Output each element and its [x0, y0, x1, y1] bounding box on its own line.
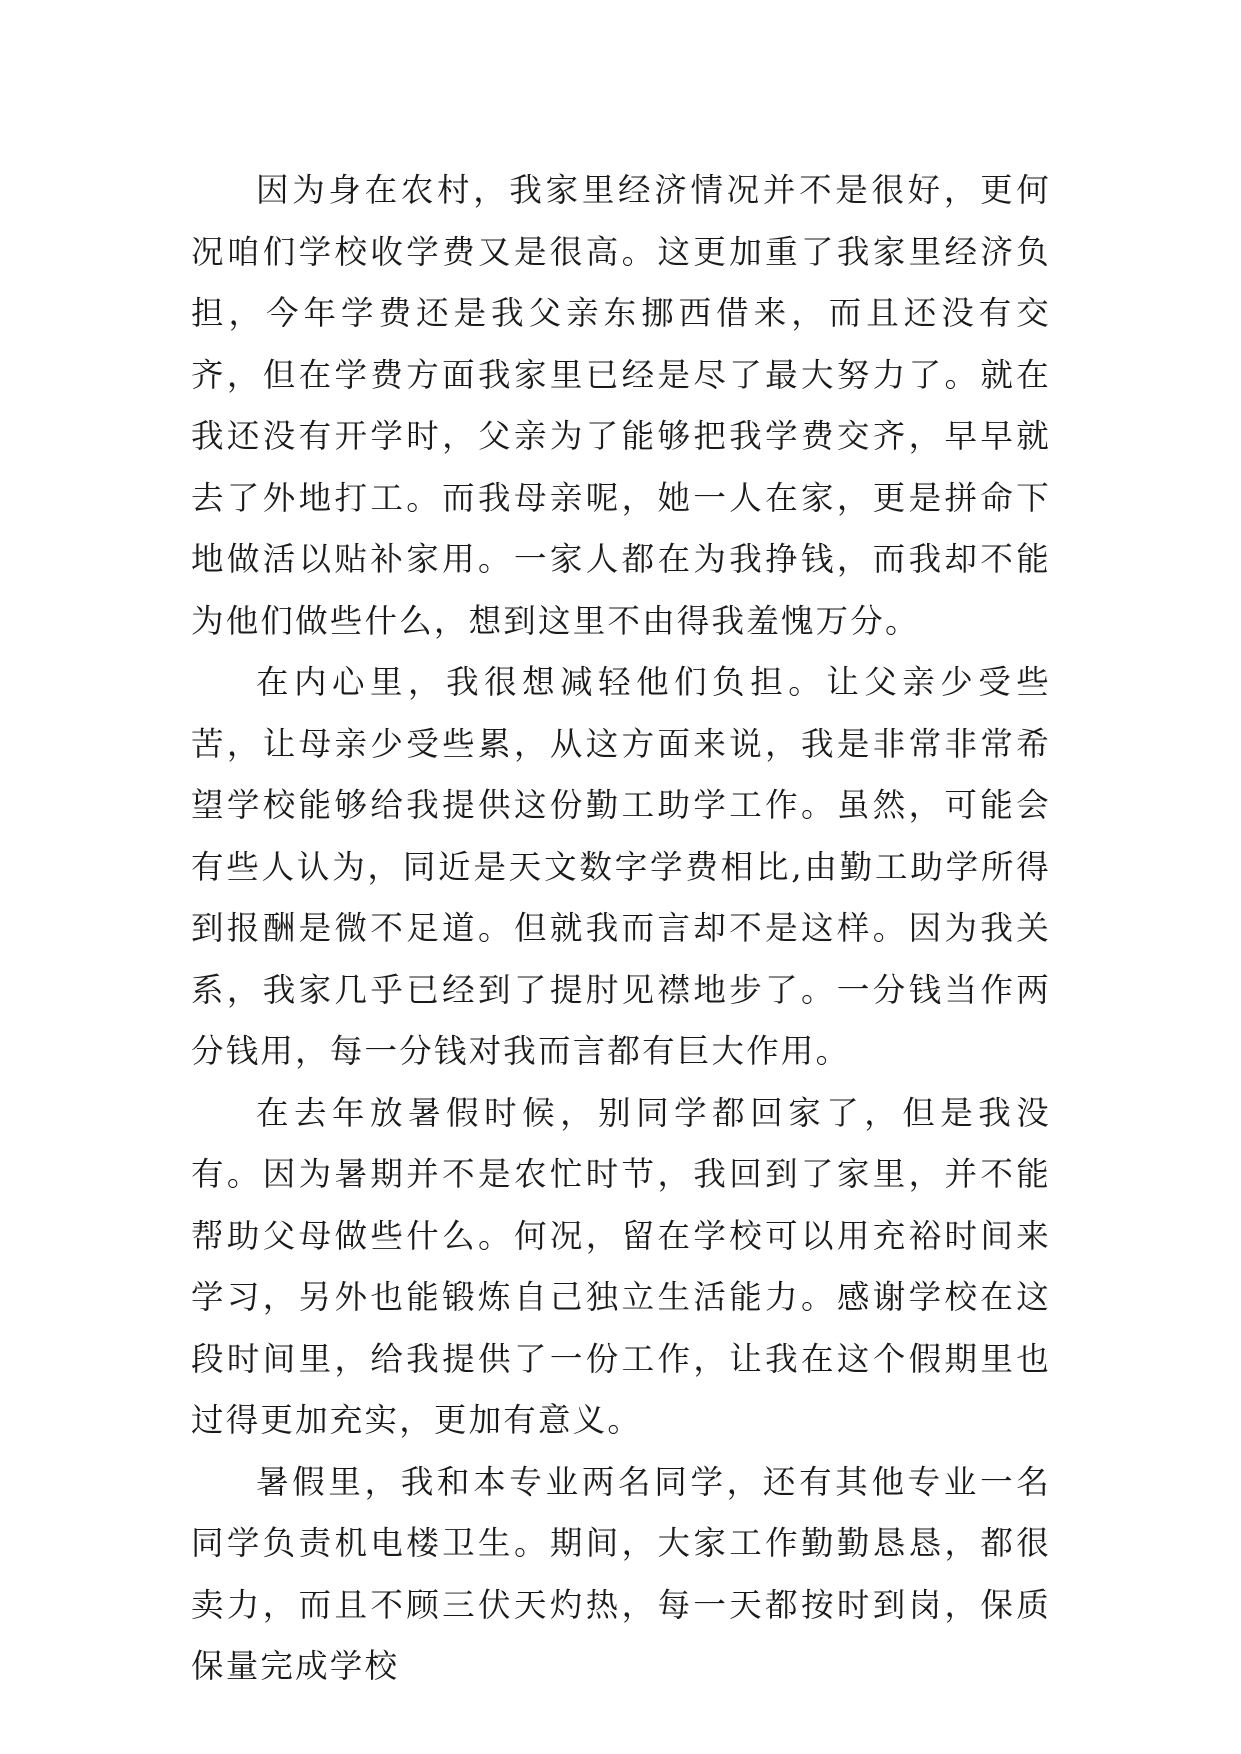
- document-body: [191, 160, 1051, 1698]
- paragraph-1: 因为身在农村，我家里经济情况并不是很好，更何况咱们学校收学费又是很高。这更加重了我家里经济负担，今年学费还是我父亲东挪西借来，而且还没有交齐，但在学费方面我家里已经是尽了最大努力了。就在我还没有开学时，父亲为了能够把我学费交齐，早早就去了外地打工。而我母亲呢，她一人在家，更是拼命下地做活以贴补家用。一家人都在为我挣钱，而我却不能为他们做些什么，想到这里不由得我羞愧万分。: [191, 171, 1051, 640]
- paragraph-4: 暑假里，我和本专业两名同学，还有其他专业一名同学负责机电楼卫生。期间，大家工作勤勤恳恳，都很卖力，而且不顾三伏天灼热，每一天都按时到岗，保质保量完成学校: [191, 1462, 1051, 1685]
- paragraph-2: 在内心里，我很想减轻他们负担。让父亲少受些苦，让母亲少受些累，从这方面来说，我是非常非常希望学校能够给我提供这份勤工助学工作。虽然，可能会有些人认为，同近是天文数字学费相比,由勤工助学所得到报酬是微不足道。但就我而言却不是这样。因为我关系，我家几乎已经到了提肘见襟地步了。一分钱当作两分钱用，每一分钱对我而言都有巨大作用。: [191, 663, 1051, 1070]
- paragraph-3: 在去年放暑假时候，别同学都回家了，但是我没有。因为暑期并不是农忙时节，我回到了家里，并不能帮助父母做些什么。何况，留在学校可以用充裕时间来学习，另外也能锻炼自己独立生活能力。感谢学校在这段时间里，给我提供了一份工作，让我在这个假期里也过得更加充实，更加有意义。: [191, 1093, 1051, 1439]
